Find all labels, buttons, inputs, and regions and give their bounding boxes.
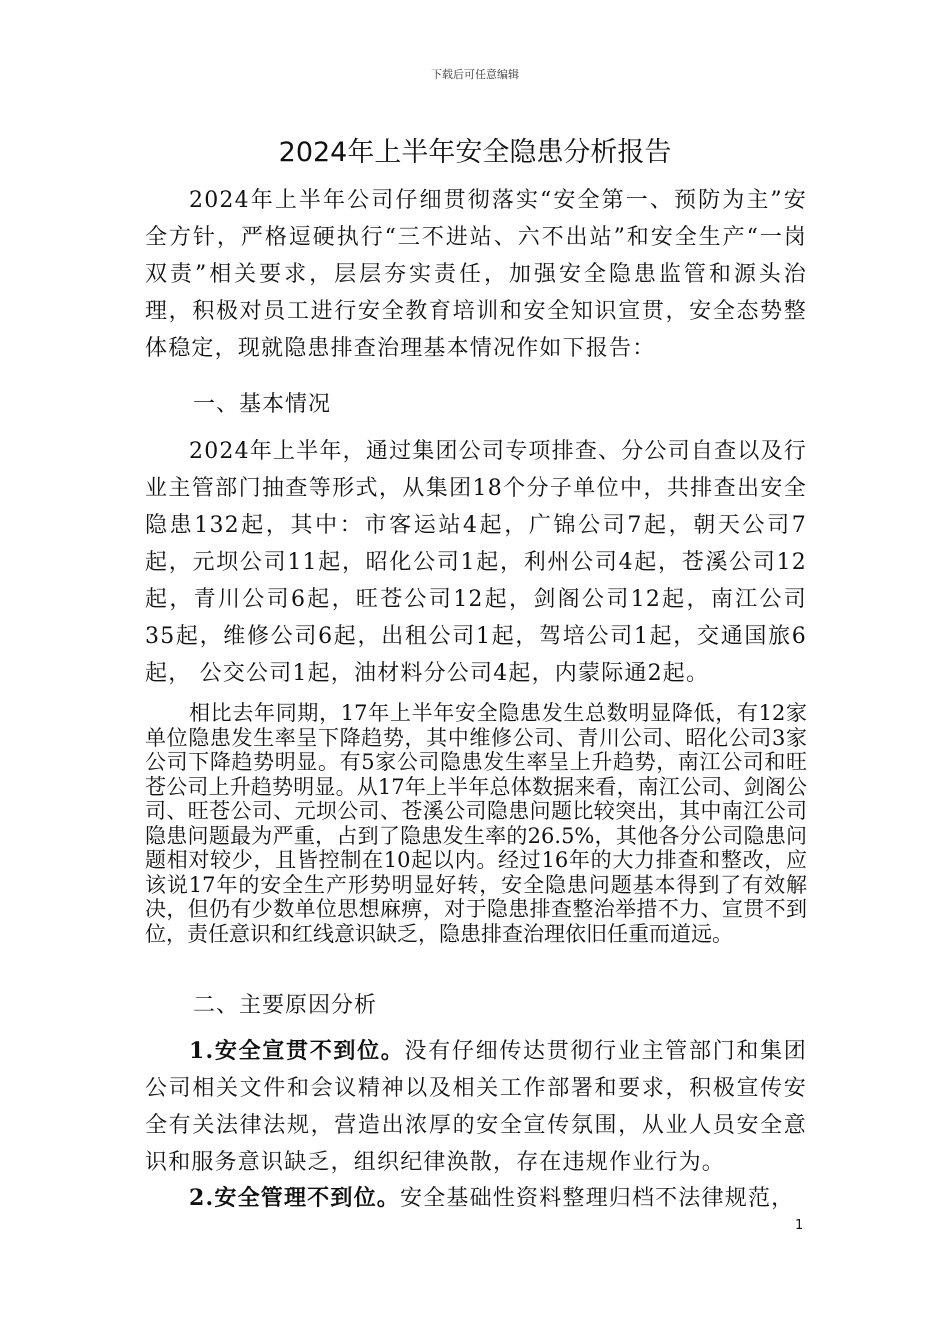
cause-item-1 — [145, 1033, 807, 1181]
cause-item-2-label: 2.安全管理不到位。 — [189, 1185, 400, 1211]
page-header-note: 下载后可任意编辑 — [431, 68, 519, 81]
section-heading-causes: 二、主要原因分析 — [193, 993, 378, 1018]
page-number: 1 — [795, 1218, 804, 1233]
cause-item-2 — [145, 1180, 807, 1217]
cause-item-2-text: 安全基础性资料整理归档不法律规范， — [399, 1186, 795, 1211]
section1-paragraph-comparison: 相比去年同期，17年上半年安全隐患发生总数明显降低，有12家单位隐患发生率呈下降趋势，其中维修公司、青川公司、昭化公司3家公司下降趋势明显。有5家公司隐患发生率呈上升趋势，南江公司和旺苍公司上升趋势明显。从17年上半年总体数据来看，南江公司、剑阁公司、旺苍公司、元坝公司、苍溪公司隐患问题比较突出，其中南江公司隐患问题最为严重，占到了隐患发生率的26.5%，其他各分公司隐患问题相对较少，且皆控制在10起以内。经过16年的大力排查和整改，应该说17年的安全生产形势明显好转，安全隐患问题基本得到了有效解决，但仍有少数单位思想麻痹，对于隐患排查整治举措不力、宣贯不到位，责任意识和红线意识缺乏，隐患排查治理依旧任重而道远。 — [145, 701, 807, 946]
section1-paragraph-counts: 2024年上半年，通过集团公司专项排查、分公司自查以及行业主管部门抽查等形式，从集团18个分子单位中，共排查出安全隐患132起，其中：市客运站4起，广锦公司7起，朝天公司7起，元坝公司11起，昭化公司1起，利州公司4起，苍溪公司12起，青川公司6起，旺苍公司12起，剑阁公司12起，南江公司35起，维修公司6起，出租公司1起，驾培公司1起，交通国旅6起， 公交公司1起，油材料分公司4起，内蒙际通2起。 — [145, 439, 807, 686]
section-heading-basic: 一、基本情况 — [193, 392, 332, 417]
intro-paragraph: 2024年上半年公司仔细贯彻落实“安全第一、预防为主”安全方针，严格逗硬执行“三不进站、六不出站”和安全生产“一岗双责”相关要求，层层夯实责任，加强安全隐患监管和源头治理，积极对员工进行安全教育培训和安全知识宣贯，安全态势整体稳定，现就隐患排查治理基本情况作如下报告： — [145, 188, 807, 361]
cause-item-1-text: 没有仔细传达贯彻行业主管部门和集团公司相关文件和会议精神以及相关工作部署和要求，积极宣传安全有关法律法规，营造出浓厚的安全宣传氛围，从业人员安全意识和服务意识缺乏，组织纪律涣散，存在违规作业行为。 — [145, 1039, 807, 1175]
cause-item-1-label: 1.安全宣贯不到位。 — [189, 1038, 405, 1064]
document-title: 2024年上半年安全隐患分析报告 — [278, 137, 672, 168]
